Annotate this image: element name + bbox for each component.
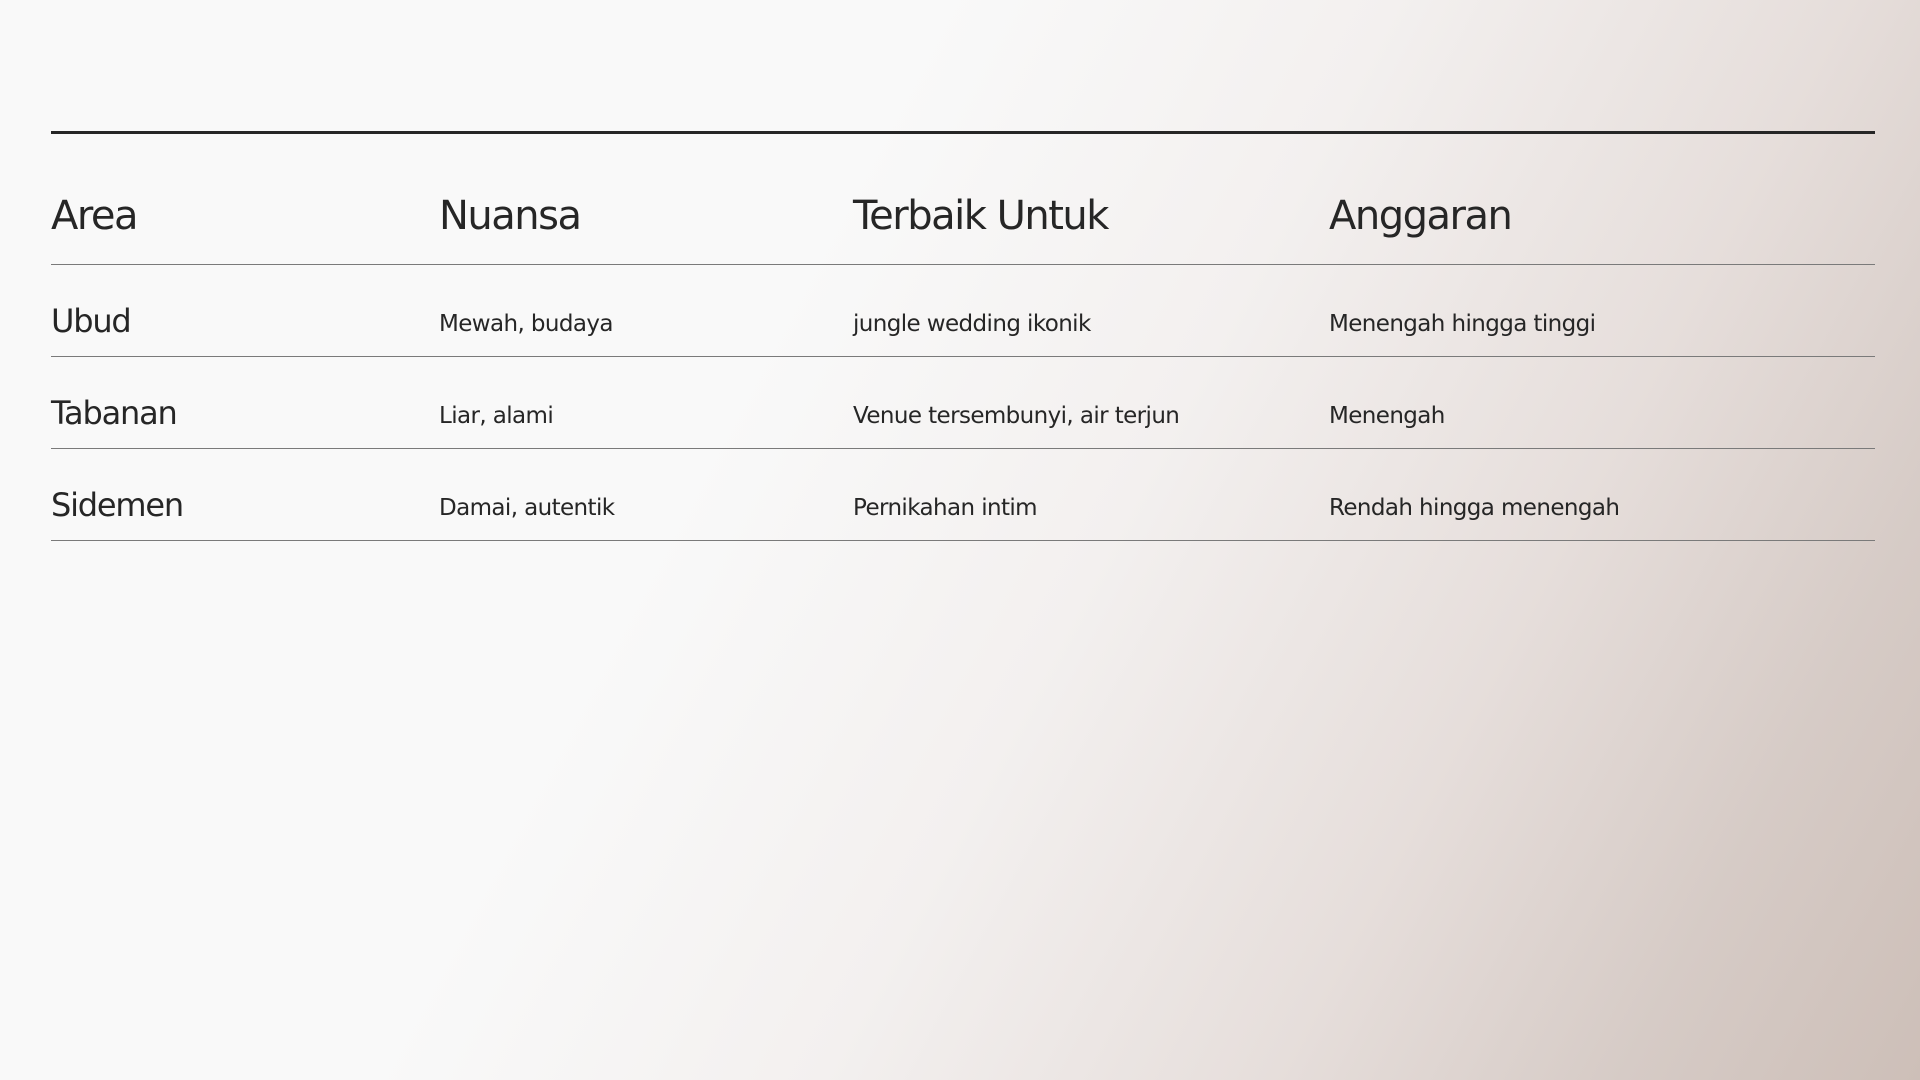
- table-row: [51, 265, 1875, 357]
- header-nuansa: Nuansa: [439, 193, 581, 239]
- row-area: Ubud: [51, 302, 131, 340]
- row-area: Sidemen: [51, 486, 183, 524]
- row-anggaran: Rendah hingga menengah: [1329, 495, 1620, 521]
- table-row: [51, 357, 1875, 449]
- table-header-row: [51, 190, 1875, 265]
- comparison-slide: [51, 0, 1875, 1080]
- row-terbaik-untuk: jungle wedding ikonik: [853, 311, 1091, 337]
- row-terbaik-untuk: Pernikahan intim: [853, 495, 1037, 521]
- row-anggaran: Menengah hingga tinggi: [1329, 311, 1596, 337]
- top-rule: [51, 131, 1875, 134]
- header-anggaran: Anggaran: [1329, 193, 1512, 239]
- table-row: [51, 449, 1875, 541]
- row-area: Tabanan: [51, 394, 177, 432]
- row-nuansa: Mewah, budaya: [439, 311, 613, 337]
- row-nuansa: Liar, alami: [439, 403, 554, 429]
- header-area: Area: [51, 193, 138, 239]
- row-nuansa: Damai, autentik: [439, 495, 615, 521]
- row-terbaik-untuk: Venue tersembunyi, air terjun: [853, 403, 1180, 429]
- row-anggaran: Menengah: [1329, 403, 1445, 429]
- header-terbaik-untuk: Terbaik Untuk: [853, 193, 1108, 239]
